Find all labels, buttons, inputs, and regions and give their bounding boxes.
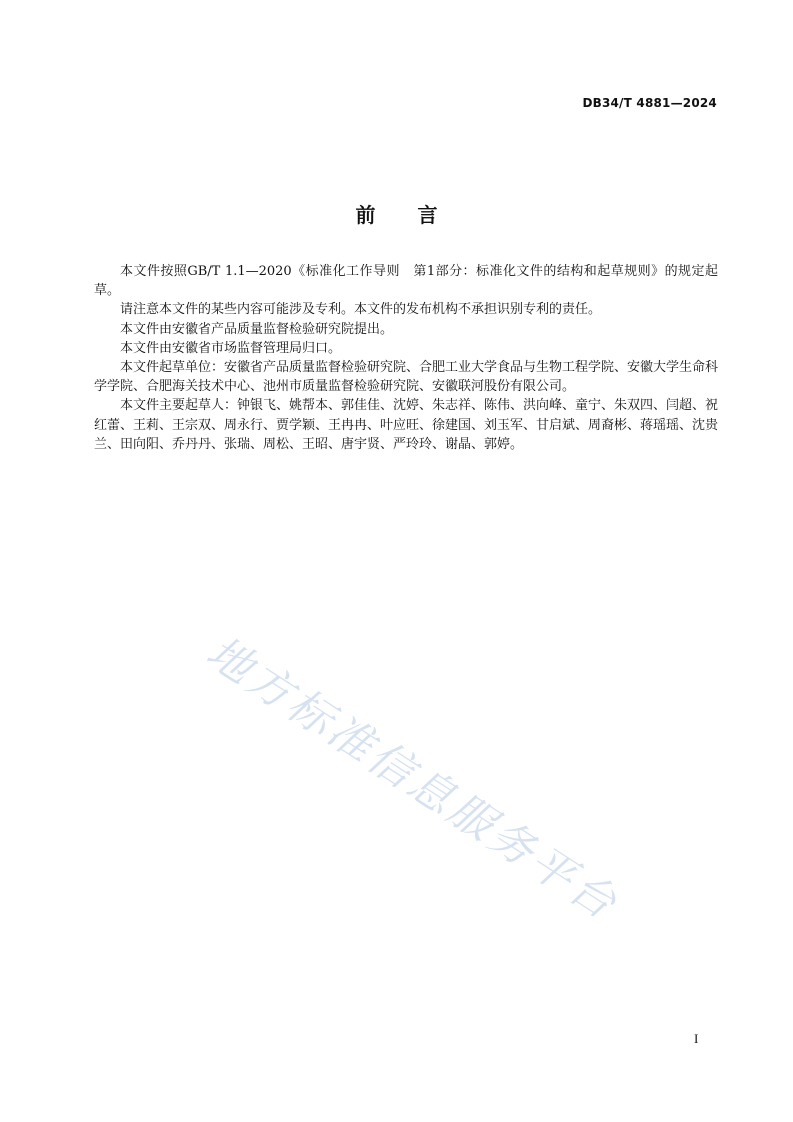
title-char-1: 前 <box>355 203 376 227</box>
paragraph-proposer: 本文件由安徽省产品质量监督检验研究院提出。 <box>120 321 394 337</box>
document-code: DB34/T 4881—2024 <box>582 96 717 110</box>
title-char-2: 言 <box>417 203 438 227</box>
paragraph-drafting-units: 本文件起草单位：安徽省产品质量监督检验研究院、合肥工业大学食品与生物工程学院、安徽大学生命科学学院、合肥海关技术中心、池州市质量监督检验研究院、安徽联河股份有限公司。 <box>94 360 719 395</box>
paragraph-drafting-rules: 本文件按照GB/T 1.1—2020《标准化工作导则 第1部分：标准化文件的结构和起草规则》的规定起草。 <box>94 264 718 299</box>
paragraph-administrator: 本文件由安徽省市场监督管理局归口。 <box>120 340 342 356</box>
foreword-body <box>94 262 718 454</box>
paragraph-drafters: 本文件主要起草人：钟银飞、姚帮本、郭佳佳、沈婷、朱志祥、陈伟、洪向峰、童宁、朱双四、闫超、祝红蕾、王莉、王宗双、周永行、贾学颖、王冉冉、叶应旺、徐建国、刘玉军、甘启斌、周裔彬、蒋瑶瑶、沈贵兰、田向阳、乔丹丹、张瑞、周松、王昭、唐宇贤、严玲玲、谢晶、郭婷。 <box>94 398 719 452</box>
paragraph-patent-notice: 请注意本文件的某些内容可能涉及专利。本文件的发布机构不承担识别专利的责任。 <box>120 302 602 318</box>
page-title <box>0 199 793 228</box>
page-number: I <box>694 1031 699 1046</box>
watermark: 地方标准信息服务平台 <box>197 626 628 931</box>
